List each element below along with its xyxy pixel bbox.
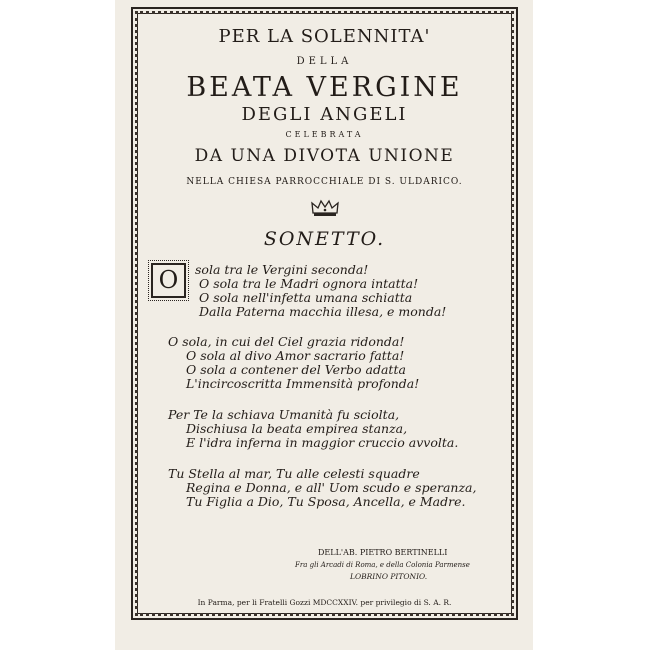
title-line-1: PER LA SOLENNITA' [218, 26, 431, 47]
poem-line: O sola, in cui del Ciel grazia ridonda! [168, 334, 405, 349]
author-pen-name: LOBRINO PITONIO. [350, 572, 428, 581]
imprint: In Parma, per li Fratelli Gozzi MDCCXXIV. per privilegio di S. A. R. [197, 598, 452, 607]
poem-line: O sola nell'infetta umana schiatta [199, 290, 413, 305]
poem-title: SONETTO. [263, 228, 386, 250]
poem-line: O sola al divo Amor sacrario fatta! [186, 348, 405, 363]
poem-line: Tu Figlia a Dio, Tu Sposa, Ancella, e Madre. [186, 494, 466, 509]
title-line-5: CELEBRATA [285, 130, 364, 139]
author-name: DELL'AB. PIETRO BERTINELLI [318, 548, 448, 557]
poem-line: Dischiusa la beata empirea stanza, [186, 421, 408, 436]
author-academies: Fra gli Arcadi di Roma, e della Colonia Parmense [295, 561, 470, 569]
poem-line: E l'idra inferna in maggior cruccio avvolta. [186, 435, 459, 450]
main-title: BEATA VERGINE [186, 72, 463, 103]
crown-icon [311, 199, 339, 217]
poem-line: L'incircoscritta Immensità profonda! [186, 376, 420, 391]
drop-cap: O [151, 263, 186, 298]
title-line-7: NELLA CHIESA PARROCCHIALE DI S. ULDARICO. [186, 177, 463, 187]
poem-line: sola tra le Vergini seconda! [195, 262, 369, 277]
title-line-4: DEGLI ANGELI [241, 104, 408, 125]
title-line-6: DA UNA DIVOTA UNIONE [194, 146, 455, 166]
poem-line: O sola tra le Madri ognora intatta! [199, 276, 419, 291]
poem-line: Per Te la schiava Umanità fu sciolta, [168, 407, 400, 422]
poem-line: O sola a contener del Verbo adatta [186, 362, 406, 377]
poem-line: Dalla Paterna macchia illesa, e monda! [199, 304, 447, 319]
poem-line: Tu Stella al mar, Tu alle celesti squadre [168, 466, 420, 481]
title-line-2: DELLA [296, 56, 353, 67]
poem-line: Regina e Donna, e all' Uom scudo e speranza, [186, 480, 477, 495]
